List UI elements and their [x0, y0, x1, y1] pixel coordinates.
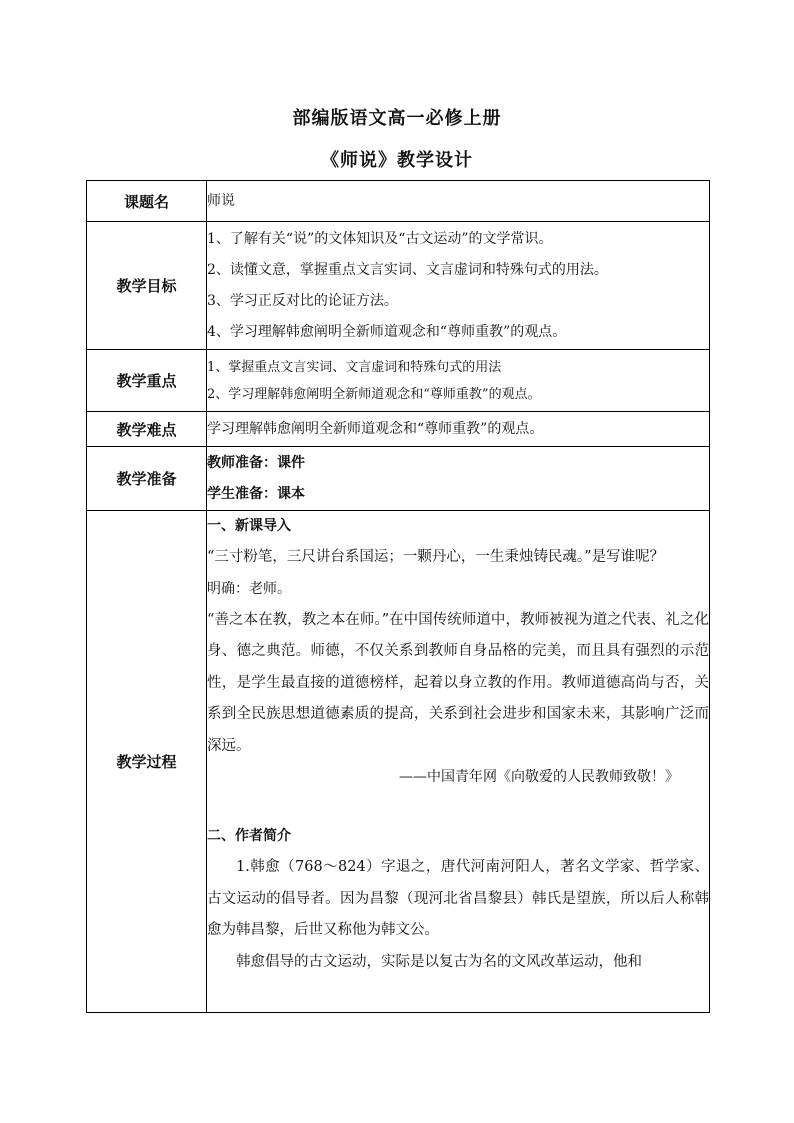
label-key-points: 教学重点	[87, 350, 207, 412]
difficulty-text: 学习理解韩愈阐明全新师道观念和“尊师重教”的观点。	[207, 420, 544, 437]
row-topic	[87, 181, 710, 222]
row-preparation	[87, 447, 710, 511]
document-title: 部编版语文高一必修上册	[292, 108, 502, 129]
label-preparation: 教学准备	[87, 447, 207, 511]
label-goals: 教学目标	[87, 222, 207, 350]
row-difficulty	[87, 412, 710, 447]
passage-source: ——中国青年网《向敬爱的人民教师致敬！》	[399, 769, 679, 785]
topic-text: 师说	[207, 192, 235, 209]
value-key-points	[207, 350, 710, 412]
intro-quote: “三寸粉笔，三尺讲台系国运；一颗丹心，一生秉烛铸民魂。”是写谁呢？	[207, 549, 665, 565]
student-preparation: 学生准备：课本	[207, 485, 305, 502]
goal-item: 3、学习正反对比的论证方法。	[207, 292, 398, 309]
value-process	[207, 511, 710, 1013]
author-paragraph: 韩愈倡导的古文运动，实际是以复古为名的文风改革运动，他和	[236, 953, 642, 970]
author-paragraph: 1.韩愈（768～824）字退之，唐代河南河阳人，著名文学家、哲学家、古文运动的倡导者。因为昌黎（现河北省昌黎县）韩氏是望族，所以后人称韩愈为韩昌黎，后世又称他为韩文公。	[207, 859, 709, 938]
value-goals	[207, 222, 710, 350]
goal-item: 2、读懂文意，掌握重点文言实词、文言虚词和特殊句式的用法。	[207, 261, 608, 278]
value-difficulty	[207, 412, 710, 447]
row-goals	[87, 222, 710, 350]
key-point-item: 1、掌握重点文言实词、文言虚词和特殊句式的用法	[207, 359, 502, 375]
row-process	[87, 511, 710, 1013]
key-point-item: 2、学习理解韩愈阐明全新师道观念和“尊师重教”的观点。	[207, 386, 541, 402]
label-topic: 课题名	[87, 181, 207, 222]
section-heading-intro: 一、新课导入	[207, 518, 291, 534]
section-spacer	[207, 793, 709, 821]
value-preparation	[207, 447, 710, 511]
goal-item: 4、学习理解韩愈阐明全新师道观念和“尊师重教”的观点。	[207, 323, 567, 340]
intro-passage: “善之本在教，教之本在师。”在中国传统师道中，教师被视为道之代表、礼之化身、德之典范。师德，不仅关系到教师自身品格的完美，而且具有强烈的示范性，是学生最直接的道德榜样，起着以身立教的作用。教师道德高尚与否，关系到全民族思想道德素质的提高，关系到社会进步和国家未来，其影响广泛而深远。	[207, 611, 709, 754]
value-topic	[207, 181, 710, 222]
row-key-points	[87, 350, 710, 412]
intro-answer: 明确：老师。	[207, 580, 291, 597]
lesson-plan-table	[86, 180, 710, 1013]
label-process: 教学过程	[87, 511, 207, 1013]
teacher-preparation: 教师准备：课件	[207, 454, 305, 471]
goal-item: 1、了解有关“说”的文体知识及“古文运动”的文学常识。	[207, 230, 553, 247]
section-heading-author: 二、作者简介	[207, 828, 291, 844]
document-subtitle: 《师说》教学设计	[321, 150, 473, 171]
label-difficulty: 教学难点	[87, 412, 207, 447]
